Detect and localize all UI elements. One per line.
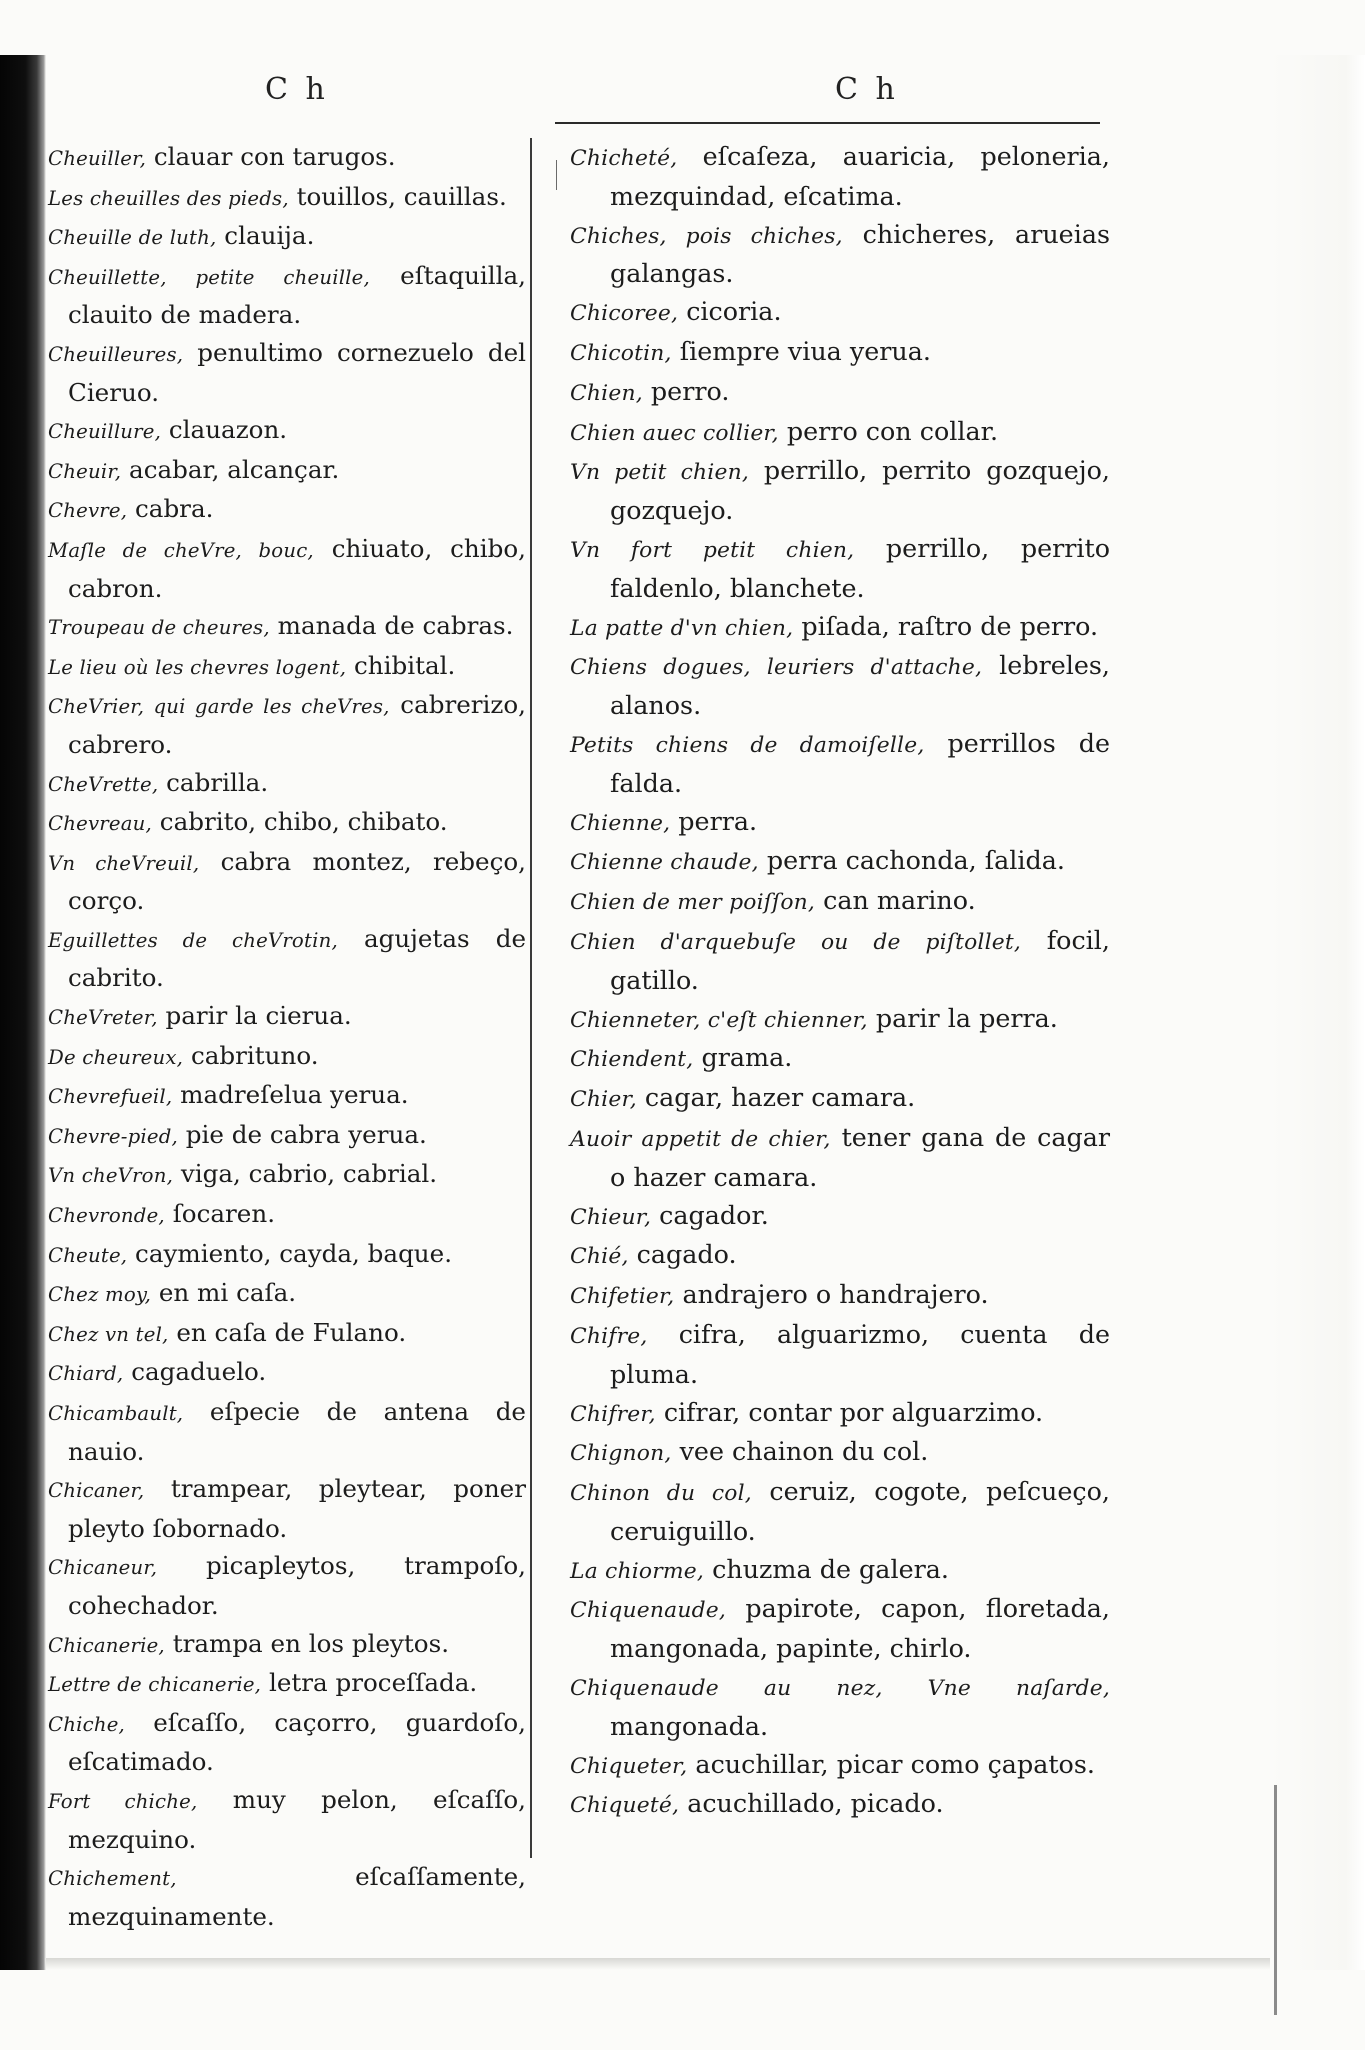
dictionary-entry xyxy=(570,1197,1110,1237)
entry-definition: eſpecie de antena de nauio. xyxy=(68,1397,526,1466)
entry-definition: eſcaſeza, auaricia, peloneria, mezquindad, eſcatima. xyxy=(610,141,1110,211)
dictionary-entry xyxy=(570,1394,1110,1434)
entry-headword: Vn cheVron, xyxy=(48,1164,174,1188)
entry-headword: Chifrer, xyxy=(570,1401,656,1427)
dictionary-entry xyxy=(570,1668,1110,1746)
entry-headword: Chienne chaude, xyxy=(570,850,759,876)
entry-headword: Chevre-pied, xyxy=(48,1124,178,1148)
entry-definition: acuchillar, picar como çapatos. xyxy=(687,1748,1095,1779)
entry-headword: Chez moy, xyxy=(48,1283,152,1307)
dictionary-entry xyxy=(48,1664,526,1704)
dictionary-entry xyxy=(48,138,526,178)
dictionary-entry xyxy=(570,452,1110,530)
dictionary-entry xyxy=(48,1155,526,1195)
entry-definition: ſocaren. xyxy=(164,1199,276,1229)
entry-definition: perro con collar. xyxy=(778,415,999,446)
dictionary-entry xyxy=(570,1276,1110,1316)
entry-headword: Chiard, xyxy=(48,1362,124,1386)
dictionary-entry xyxy=(48,1353,526,1393)
header-rule xyxy=(555,122,1100,124)
dictionary-entry xyxy=(48,1037,526,1077)
entry-headword: Chien, xyxy=(570,380,643,406)
entry-headword: Chiendent, xyxy=(570,1047,694,1073)
entry-definition: grama. xyxy=(693,1042,793,1073)
dictionary-entry xyxy=(48,1781,526,1858)
dictionary-entry xyxy=(570,138,1110,216)
dictionary-entry xyxy=(48,1116,526,1156)
entry-headword: La patte d'vn chien, xyxy=(570,615,794,641)
entry-headword: Chevrefueil, xyxy=(48,1085,173,1109)
entry-definition: cabra montez, rebeço, corço. xyxy=(68,846,526,916)
dictionary-entry xyxy=(570,1039,1110,1079)
entry-headword: Cheuir, xyxy=(48,459,122,483)
entry-definition: cabrito, chibo, chibato. xyxy=(151,807,448,837)
dictionary-entry xyxy=(570,1746,1110,1786)
entry-headword: Chiche, xyxy=(48,1712,125,1736)
entry-headword: Chevronde, xyxy=(48,1204,165,1228)
dictionary-entry xyxy=(48,1235,526,1275)
entry-headword: Auoir appetit de chier, xyxy=(570,1126,831,1152)
entry-headword: Chier, xyxy=(570,1087,637,1113)
entry-definition: perrillo, perrito gozquejo, gozquejo. xyxy=(610,455,1110,526)
dictionary-entry xyxy=(570,1079,1110,1119)
dictionary-entry xyxy=(48,843,526,920)
entry-headword: Chicaner, xyxy=(48,1479,145,1503)
entry-headword: De cheureux, xyxy=(48,1045,184,1069)
entry-headword: Cheuille de luth, xyxy=(48,226,217,250)
entry-definition: cagar, hazer camara. xyxy=(636,1082,916,1113)
dictionary-entry xyxy=(48,411,526,451)
dictionary-entry xyxy=(48,217,526,257)
dictionary-entry xyxy=(570,922,1110,1000)
entry-headword: Chiquenaude, xyxy=(570,1598,727,1624)
entry-headword: Chiens dogues, leuriers d'attache, xyxy=(570,655,983,681)
left-column xyxy=(48,138,526,1935)
column-divider xyxy=(530,138,532,1858)
entry-headword: Cheuillure, xyxy=(48,420,162,444)
entry-headword: CheVreter, xyxy=(48,1006,158,1030)
dictionary-entry xyxy=(570,803,1110,843)
entry-definition: clauija. xyxy=(216,221,315,251)
dictionary-entry xyxy=(570,1236,1110,1276)
dictionary-entry xyxy=(570,842,1110,882)
dictionary-entry xyxy=(48,920,526,997)
entry-definition: chibital. xyxy=(346,650,456,680)
dictionary-entry xyxy=(570,1433,1110,1473)
entry-definition: acuchillado, picado. xyxy=(679,1788,944,1819)
dictionary-entry xyxy=(48,530,526,607)
entry-headword: Chien de mer poiſſon, xyxy=(570,890,816,916)
entry-headword: Chevreau, xyxy=(48,812,152,836)
entry-definition: ſiempre viua yerua. xyxy=(671,335,931,366)
entry-definition: parir la cierua. xyxy=(157,1001,352,1031)
dictionary-entry xyxy=(48,451,526,491)
entry-definition: touillos, cauillas. xyxy=(288,181,507,211)
dictionary-entry xyxy=(570,882,1110,922)
entry-headword: Chichement, xyxy=(48,1867,177,1891)
entry-definition: cifra, alguarizmo, cuenta de pluma. xyxy=(610,1318,1110,1389)
entry-headword: Chifetier, xyxy=(570,1284,675,1310)
entry-headword: Chienne, xyxy=(570,810,671,836)
entry-headword: Chicanerie, xyxy=(48,1633,165,1657)
dictionary-entry xyxy=(48,1547,526,1624)
dictionary-entry xyxy=(48,803,526,843)
dictionary-entry xyxy=(570,413,1110,453)
entry-definition: picapleytos, trampoſo, cohechador. xyxy=(68,1551,526,1620)
page-bottom-shadow xyxy=(46,1958,1270,1970)
entry-definition: cabrituno. xyxy=(183,1040,319,1070)
entry-headword: Fort chiche, xyxy=(48,1789,198,1813)
entry-definition: cagador. xyxy=(651,1199,769,1230)
dictionary-entry xyxy=(570,216,1110,294)
entry-definition: chuzma de galera. xyxy=(704,1553,949,1584)
entry-headword: Vn petit chien, xyxy=(570,460,749,486)
entry-definition: perrillo, perrito faldenlo, blanchete. xyxy=(610,532,1110,603)
entry-headword: Chicoree, xyxy=(570,301,679,327)
dictionary-entry xyxy=(570,1785,1110,1825)
entry-definition: ceruiz, cogote, peſcueço, ceruiguillo. xyxy=(610,1476,1110,1546)
dictionary-entry xyxy=(570,647,1110,725)
entry-definition: letra proceſſada. xyxy=(261,1668,478,1698)
running-head-right: C h xyxy=(835,72,899,107)
dictionary-entry xyxy=(48,1625,526,1665)
entry-definition: chicheres, arueias galangas. xyxy=(610,218,1110,289)
entry-headword: Petits chiens de damoiſelle, xyxy=(570,732,925,758)
entry-definition: perro. xyxy=(642,375,730,406)
entry-headword: Cheute, xyxy=(48,1243,128,1267)
dictionary-entry xyxy=(570,1000,1110,1040)
entry-definition: cabrilla. xyxy=(158,767,269,797)
dictionary-entry xyxy=(570,1590,1110,1668)
entry-headword: Chicheté, xyxy=(570,146,678,171)
dictionary-entry xyxy=(48,1195,526,1235)
entry-headword: Le lieu où les chevres logent, xyxy=(48,655,347,679)
dictionary-entry xyxy=(570,293,1110,333)
dictionary-entry xyxy=(48,1314,526,1354)
entry-headword: La chiorme, xyxy=(570,1558,705,1584)
dictionary-entry xyxy=(48,1274,526,1314)
dictionary-entry xyxy=(48,764,526,804)
entry-definition: focil, gatillo. xyxy=(610,924,1110,995)
entry-headword: Chiqueté, xyxy=(570,1793,680,1819)
entry-headword: Chicaneur, xyxy=(48,1556,158,1580)
entry-headword: Chiquenaude au nez, Vne naſarde, xyxy=(570,1676,1110,1702)
entry-definition: lebreles, alanos. xyxy=(610,650,1110,721)
running-head-left: C h xyxy=(265,72,329,107)
entry-definition: eſcaſſamente, mezquinamente. xyxy=(68,1862,526,1931)
entry-definition: tener gana de cagar o hazer camara. xyxy=(610,1121,1111,1192)
entry-definition: chiuato, chibo, cabron. xyxy=(68,533,526,603)
dictionary-entry xyxy=(570,1551,1110,1591)
dictionary-entry xyxy=(48,178,526,218)
entry-headword: Chienneter, c'eſt chienner, xyxy=(570,1007,868,1033)
entry-definition: manada de cabras. xyxy=(269,611,514,641)
dictionary-entry xyxy=(48,1393,526,1470)
entry-definition: clauazon. xyxy=(161,415,288,445)
page-edge xyxy=(1270,55,1365,1970)
entry-headword: Chinon du col, xyxy=(570,1481,752,1507)
entry-headword: Cheuilleures, xyxy=(48,342,184,366)
entry-definition: cagaduelo. xyxy=(123,1357,267,1387)
entry-definition: cabra. xyxy=(127,494,214,524)
column-divider-mark xyxy=(556,160,557,190)
entry-headword: Chiqueter, xyxy=(570,1753,688,1779)
entry-definition: perrillos de falda. xyxy=(610,727,1110,798)
dictionary-entry xyxy=(570,1473,1110,1551)
entry-definition: eſtaquilla, clauito de madera. xyxy=(68,260,526,330)
dictionary-entry xyxy=(48,686,526,763)
dictionary-entry xyxy=(570,1119,1110,1197)
dictionary-entry xyxy=(570,1316,1110,1394)
entry-definition: agujetas de cabrito. xyxy=(68,923,526,993)
dictionary-entry xyxy=(570,608,1110,648)
entry-definition: papirote, capon, floretada, mangonada, papinte, chirlo. xyxy=(610,1593,1110,1664)
entry-headword: Cheuiller, xyxy=(48,147,147,170)
entry-definition: parir la perra. xyxy=(867,1002,1058,1033)
dictionary-entry xyxy=(570,530,1110,608)
entry-definition: vee chainon du col. xyxy=(671,1436,929,1467)
dictionary-entry xyxy=(48,334,526,411)
entry-headword: Lettre de chicanerie, xyxy=(48,1673,262,1697)
dictionary-entry xyxy=(48,490,526,530)
entry-definition: cifrar, contar por alguarzimo. xyxy=(655,1396,1044,1427)
entry-definition: en mi caſa. xyxy=(151,1278,297,1308)
entry-headword: Vn fort petit chien, xyxy=(570,537,855,563)
entry-definition: cicoria. xyxy=(678,296,782,327)
entry-headword: Les cheuilles des pieds, xyxy=(48,186,289,210)
entry-headword: CheVrier, qui garde les cheVres, xyxy=(48,695,390,719)
dictionary-entry xyxy=(48,647,526,687)
binding-edge xyxy=(0,55,46,1970)
entry-definition: perra. xyxy=(670,805,758,836)
entry-headword: Chevre, xyxy=(48,499,128,523)
entry-headword: Eguillettes de cheVrotin, xyxy=(48,928,338,952)
entry-definition: madreſelua yerua. xyxy=(172,1080,409,1110)
entry-definition: pie de cabra yerua. xyxy=(177,1119,427,1149)
entry-headword: Chicotin, xyxy=(570,340,672,366)
entry-headword: Chicambault, xyxy=(48,1402,184,1425)
entry-headword: Troupeau de cheures, xyxy=(48,616,270,640)
dictionary-entry xyxy=(570,725,1110,803)
entry-definition: caymiento, cayda, baque. xyxy=(127,1238,453,1268)
entry-definition: en caſa de Fulano. xyxy=(168,1317,407,1347)
entry-definition: can marino. xyxy=(815,885,976,916)
right-column xyxy=(570,138,1110,1825)
entry-headword: Chieur, xyxy=(570,1204,652,1230)
entry-headword: Chignon, xyxy=(570,1441,672,1467)
entry-definition: perra cachonda, ſalida. xyxy=(758,845,1066,876)
dictionary-entry xyxy=(570,333,1110,373)
entry-definition: mangonada. xyxy=(610,1710,769,1741)
dictionary-entry xyxy=(48,1704,526,1781)
entry-definition: piſada, raſtro de perro. xyxy=(793,610,1099,641)
entry-definition: trampa en los pleytos. xyxy=(164,1628,450,1658)
entry-headword: Chez vn tel, xyxy=(48,1322,169,1346)
entry-headword: Chien d'arquebuſe ou de piſtollet, xyxy=(570,929,1022,955)
entry-headword: Vn cheVreuil, xyxy=(48,851,200,875)
dictionary-entry xyxy=(48,607,526,647)
entry-headword: Maſle de cheVre, bouc, xyxy=(48,538,314,562)
entry-definition: penultimo cornezuelo del Cieruo. xyxy=(68,337,526,407)
dictionary-entry xyxy=(48,1470,526,1547)
entry-headword: CheVrette, xyxy=(48,772,159,796)
dictionary-entry xyxy=(48,1076,526,1116)
entry-headword: Chien auec collier, xyxy=(570,420,779,446)
dictionary-entry xyxy=(570,373,1110,413)
entry-headword: Chiches, pois chiches, xyxy=(570,223,843,249)
dictionary-entry xyxy=(48,257,526,334)
entry-definition: viga, cabrio, cabrial. xyxy=(173,1159,438,1189)
entry-definition: eſcaſſo, caçorro, guardoſo, eſcatimado. xyxy=(68,1707,526,1777)
entry-headword: Cheuillette, petite cheuille, xyxy=(48,265,370,289)
entry-definition: trampear, pleytear, poner pleyto ſobornado. xyxy=(68,1474,526,1543)
entry-definition: andrajero o handrajero. xyxy=(674,1279,989,1310)
entry-definition: clauar con tarugos. xyxy=(146,142,396,171)
entry-headword: Chié, xyxy=(570,1244,629,1270)
entry-definition: acabar, alcançar. xyxy=(121,454,340,484)
entry-definition: muy pelon, eſcaſſo, mezquino. xyxy=(68,1784,526,1854)
dictionary-entry xyxy=(48,997,526,1037)
dictionary-entry xyxy=(48,1858,526,1935)
entry-definition: cagado. xyxy=(628,1239,737,1270)
entry-headword: Chifre, xyxy=(570,1323,648,1349)
entry-definition: cabrerizo, cabrero. xyxy=(68,690,526,759)
